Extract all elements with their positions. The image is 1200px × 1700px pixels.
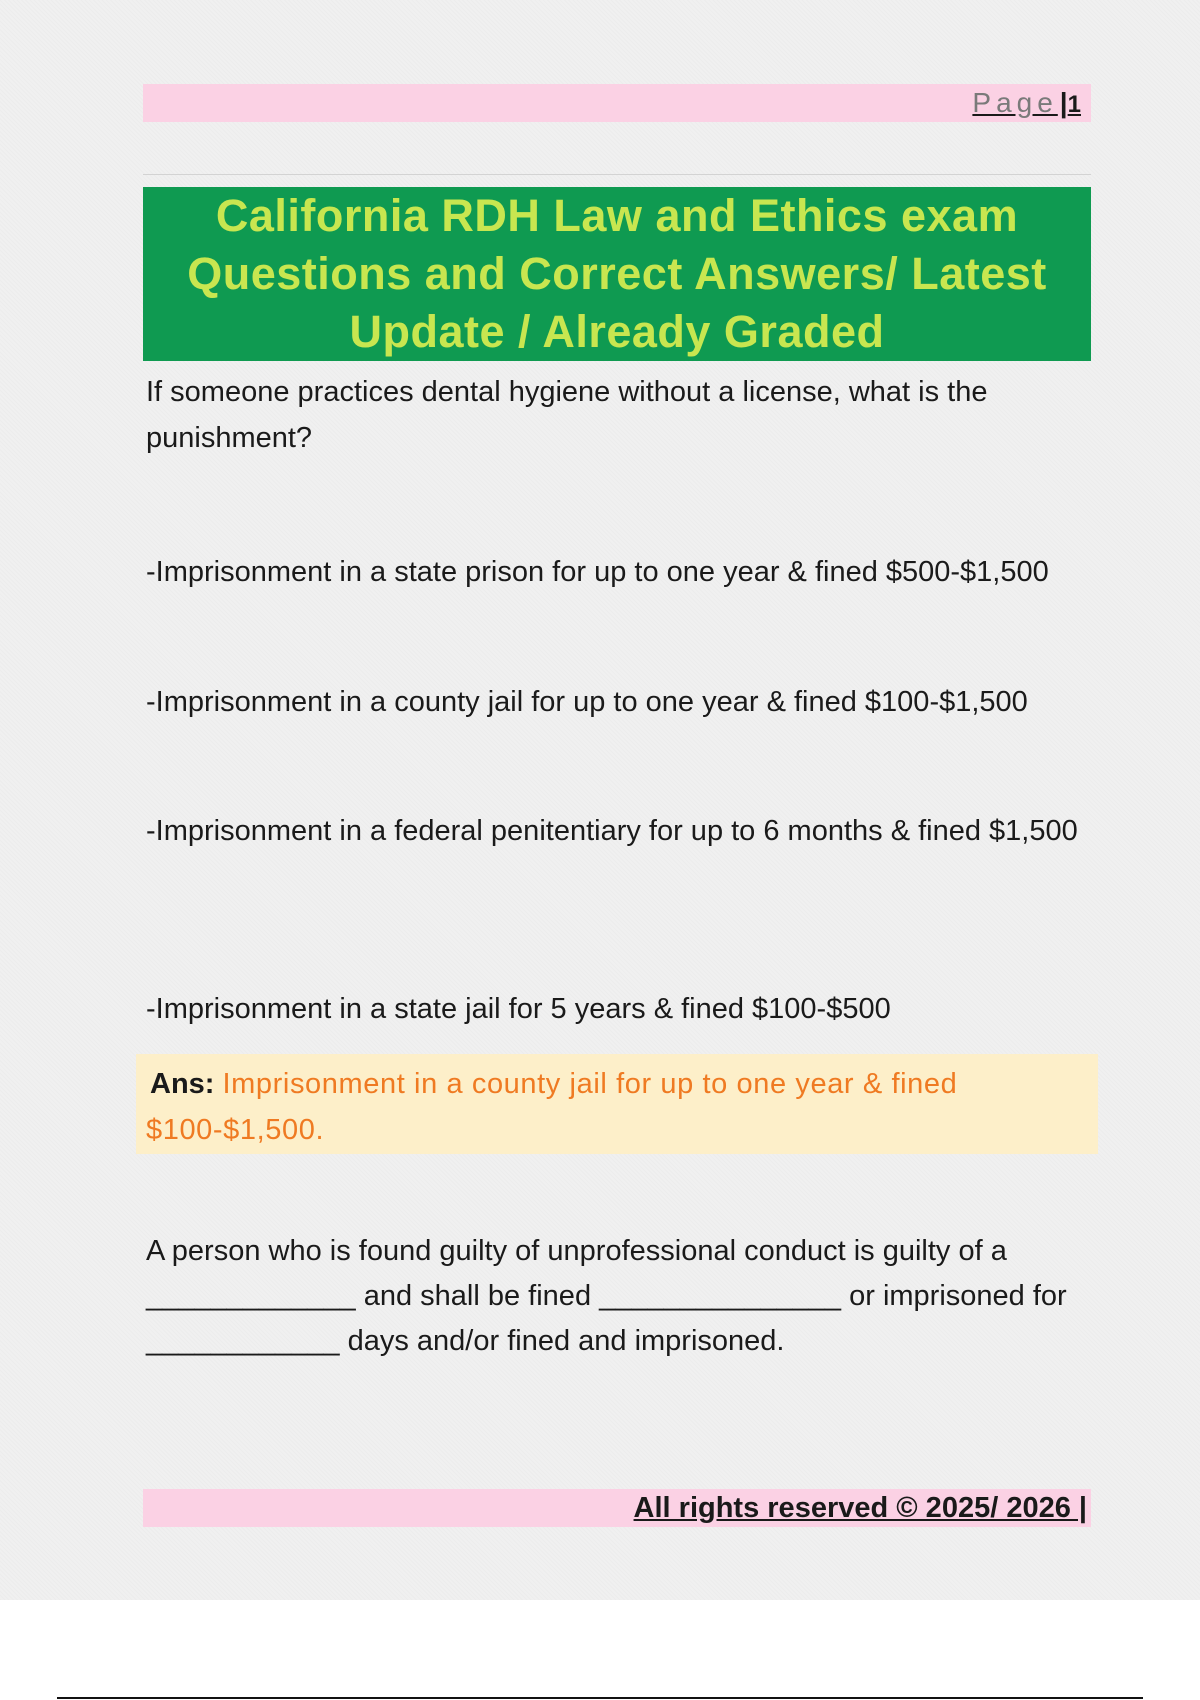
copyright-notice: All rights reserved © 2025/ 2026 | [633,1492,1087,1524]
answer-box [136,1054,1098,1154]
page-number-label [972,87,1081,121]
page-number-value: 1 [1067,91,1081,118]
header-divider [143,174,1091,175]
bottom-divider [57,1697,1143,1699]
question-1-option-4: -Imprisonment in a state jail for 5 years & fined $100-$500 [146,993,891,1025]
answer-text: Imprisonment in a county jail for up to one year & fined $100-$1,500. [146,1068,958,1146]
question-1-prompt: If someone practices dental hygiene without a license, what is the punishment? [146,376,988,454]
answer-label: Ans: [150,1068,215,1100]
question-1-option-2: -Imprisonment in a county jail for up to one year & fined $100-$1,500 [146,686,1028,718]
question-2-prompt: A person who is found guilty of unprofessional conduct is guilty of a _____________ and shall be fined _______________ or imprisoned for ____________ days and/or fined and imprisoned. [146,1235,1067,1357]
page-header [143,84,1091,122]
page-label: Page [972,87,1058,118]
page-separator: | [1059,87,1068,118]
document-title: California RDH Law and Ethics exam Questions and Correct Answers/ Latest Update / Already Graded [187,190,1047,357]
question-1-option-3: -Imprisonment in a federal penitentiary for up to 6 months & fined $1,500 [146,815,1078,847]
question-1-option-1: -Imprisonment in a state prison for up to one year & fined $500-$1,500 [146,556,1049,588]
page-footer [143,1489,1091,1527]
title-banner [143,187,1091,361]
